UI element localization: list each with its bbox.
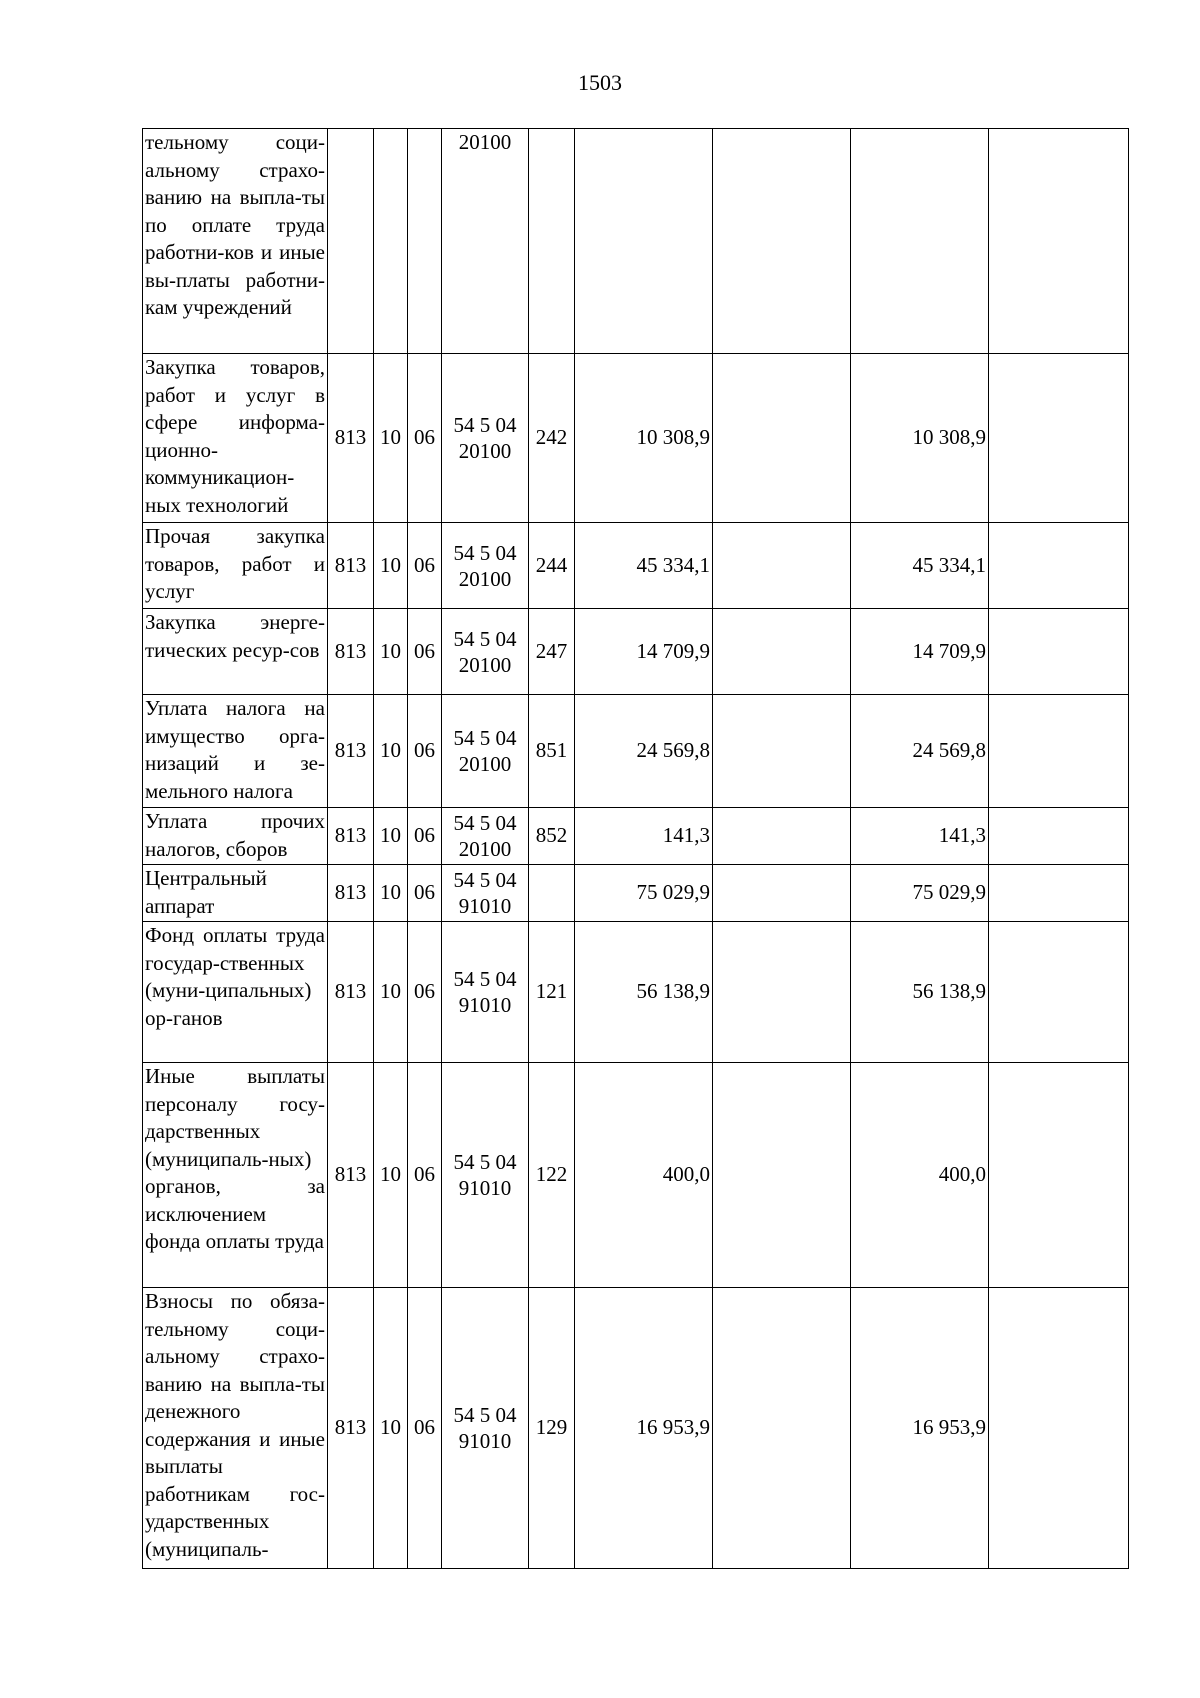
cell-sum1: 141,3 <box>575 808 713 865</box>
table-row <box>143 354 1129 523</box>
cell-pr <box>408 129 442 354</box>
cell-csr: 54 5 04 20100 <box>442 695 529 808</box>
table-row <box>143 808 1129 865</box>
cell-rz <box>374 129 408 354</box>
cell-sum4 <box>989 523 1129 609</box>
cell-csr: 54 5 04 91010 <box>442 1063 529 1288</box>
cell-sum2 <box>713 1288 851 1569</box>
cell-csr: 54 5 04 20100 <box>442 354 529 523</box>
cell-csr: 20100 <box>442 129 529 354</box>
cell-vr: 851 <box>529 695 575 808</box>
cell-sum4 <box>989 1063 1129 1288</box>
table-row <box>143 609 1129 695</box>
cell-sum1: 24 569,8 <box>575 695 713 808</box>
cell-sum4 <box>989 695 1129 808</box>
cell-sum1: 400,0 <box>575 1063 713 1288</box>
cell-sum3: 16 953,9 <box>851 1288 989 1569</box>
cell-sum2 <box>713 523 851 609</box>
cell-sum2 <box>713 808 851 865</box>
cell-sum2 <box>713 609 851 695</box>
cell-rz: 10 <box>374 1288 408 1569</box>
cell-pr: 06 <box>408 865 442 922</box>
cell-name: Центральный аппарат <box>143 865 328 922</box>
table-row <box>143 865 1129 922</box>
cell-pr: 06 <box>408 354 442 523</box>
cell-csr: 54 5 04 91010 <box>442 865 529 922</box>
cell-ved: 813 <box>328 523 374 609</box>
cell-pr: 06 <box>408 808 442 865</box>
cell-sum2 <box>713 354 851 523</box>
cell-sum1: 75 029,9 <box>575 865 713 922</box>
cell-csr: 54 5 04 91010 <box>442 922 529 1063</box>
cell-sum1: 56 138,9 <box>575 922 713 1063</box>
cell-name: Закупка энерге-тических ресур-сов <box>143 609 328 695</box>
cell-vr: 121 <box>529 922 575 1063</box>
cell-vr: 242 <box>529 354 575 523</box>
cell-ved: 813 <box>328 695 374 808</box>
cell-rz: 10 <box>374 865 408 922</box>
cell-vr <box>529 865 575 922</box>
cell-sum2 <box>713 865 851 922</box>
cell-vr: 852 <box>529 808 575 865</box>
cell-sum3: 56 138,9 <box>851 922 989 1063</box>
cell-sum2 <box>713 1063 851 1288</box>
cell-sum2 <box>713 129 851 354</box>
cell-name: Уплата прочих налогов, сборов <box>143 808 328 865</box>
cell-ved <box>328 129 374 354</box>
cell-ved: 813 <box>328 865 374 922</box>
cell-rz: 10 <box>374 609 408 695</box>
cell-sum1: 16 953,9 <box>575 1288 713 1569</box>
cell-sum1 <box>575 129 713 354</box>
cell-vr: 122 <box>529 1063 575 1288</box>
table-row <box>143 922 1129 1063</box>
cell-sum4 <box>989 1288 1129 1569</box>
cell-csr: 54 5 04 20100 <box>442 523 529 609</box>
cell-sum3: 10 308,9 <box>851 354 989 523</box>
cell-name: Прочая закупка товаров, работ и услуг <box>143 523 328 609</box>
cell-sum1: 45 334,1 <box>575 523 713 609</box>
cell-rz: 10 <box>374 523 408 609</box>
cell-sum3: 141,3 <box>851 808 989 865</box>
cell-sum3: 45 334,1 <box>851 523 989 609</box>
cell-name: тельному соци-альному страхо-ванию на выпла-ты по оплате труда работни-ков и иные вы-платы работни-кам учреждений <box>143 129 328 354</box>
cell-sum2 <box>713 695 851 808</box>
cell-rz: 10 <box>374 695 408 808</box>
cell-ved: 813 <box>328 808 374 865</box>
cell-sum3 <box>851 129 989 354</box>
cell-vr <box>529 129 575 354</box>
cell-rz: 10 <box>374 354 408 523</box>
table-row <box>143 1288 1129 1569</box>
cell-vr: 244 <box>529 523 575 609</box>
cell-pr: 06 <box>408 695 442 808</box>
cell-pr: 06 <box>408 609 442 695</box>
cell-csr: 54 5 04 20100 <box>442 609 529 695</box>
cell-name: Взносы по обяза-тельному соци-альному страхо-ванию на выпла-ты денежного содержания и иные выплаты работникам гос-ударственных (муниципаль- <box>143 1288 328 1569</box>
table-body <box>143 129 1129 1569</box>
cell-sum1: 10 308,9 <box>575 354 713 523</box>
table-row <box>143 129 1129 354</box>
page-number: 1503 <box>578 70 622 95</box>
table-row <box>143 1063 1129 1288</box>
cell-name: Уплата налога на имущество орга-низаций и зе-мельного налога <box>143 695 328 808</box>
cell-sum1: 14 709,9 <box>575 609 713 695</box>
cell-pr: 06 <box>408 523 442 609</box>
cell-vr: 129 <box>529 1288 575 1569</box>
cell-sum4 <box>989 129 1129 354</box>
cell-ved: 813 <box>328 609 374 695</box>
cell-csr: 54 5 04 91010 <box>442 1288 529 1569</box>
cell-ved: 813 <box>328 1288 374 1569</box>
cell-vr: 247 <box>529 609 575 695</box>
cell-sum3: 400,0 <box>851 1063 989 1288</box>
table-row <box>143 695 1129 808</box>
cell-ved: 813 <box>328 1063 374 1288</box>
cell-ved: 813 <box>328 354 374 523</box>
budget-table <box>142 128 1129 1569</box>
table-row <box>143 523 1129 609</box>
cell-name: Иные выплаты персоналу госу-дарственных (муниципаль-ных) органов, за исключением фонда оплаты труда <box>143 1063 328 1288</box>
cell-sum3: 75 029,9 <box>851 865 989 922</box>
cell-sum4 <box>989 865 1129 922</box>
cell-rz: 10 <box>374 808 408 865</box>
cell-sum3: 24 569,8 <box>851 695 989 808</box>
cell-pr: 06 <box>408 1063 442 1288</box>
cell-pr: 06 <box>408 1288 442 1569</box>
cell-name: Фонд оплаты труда государ-ственных (муни-ципальных) ор-ганов <box>143 922 328 1063</box>
cell-sum4 <box>989 609 1129 695</box>
cell-sum4 <box>989 354 1129 523</box>
cell-ved: 813 <box>328 922 374 1063</box>
cell-sum4 <box>989 922 1129 1063</box>
cell-pr: 06 <box>408 922 442 1063</box>
cell-rz: 10 <box>374 1063 408 1288</box>
cell-sum3: 14 709,9 <box>851 609 989 695</box>
cell-rz: 10 <box>374 922 408 1063</box>
cell-sum4 <box>989 808 1129 865</box>
cell-csr: 54 5 04 20100 <box>442 808 529 865</box>
cell-sum2 <box>713 922 851 1063</box>
cell-name: Закупка товаров, работ и услуг в сфере информа-ционно-коммуникацион-ных технологий <box>143 354 328 523</box>
